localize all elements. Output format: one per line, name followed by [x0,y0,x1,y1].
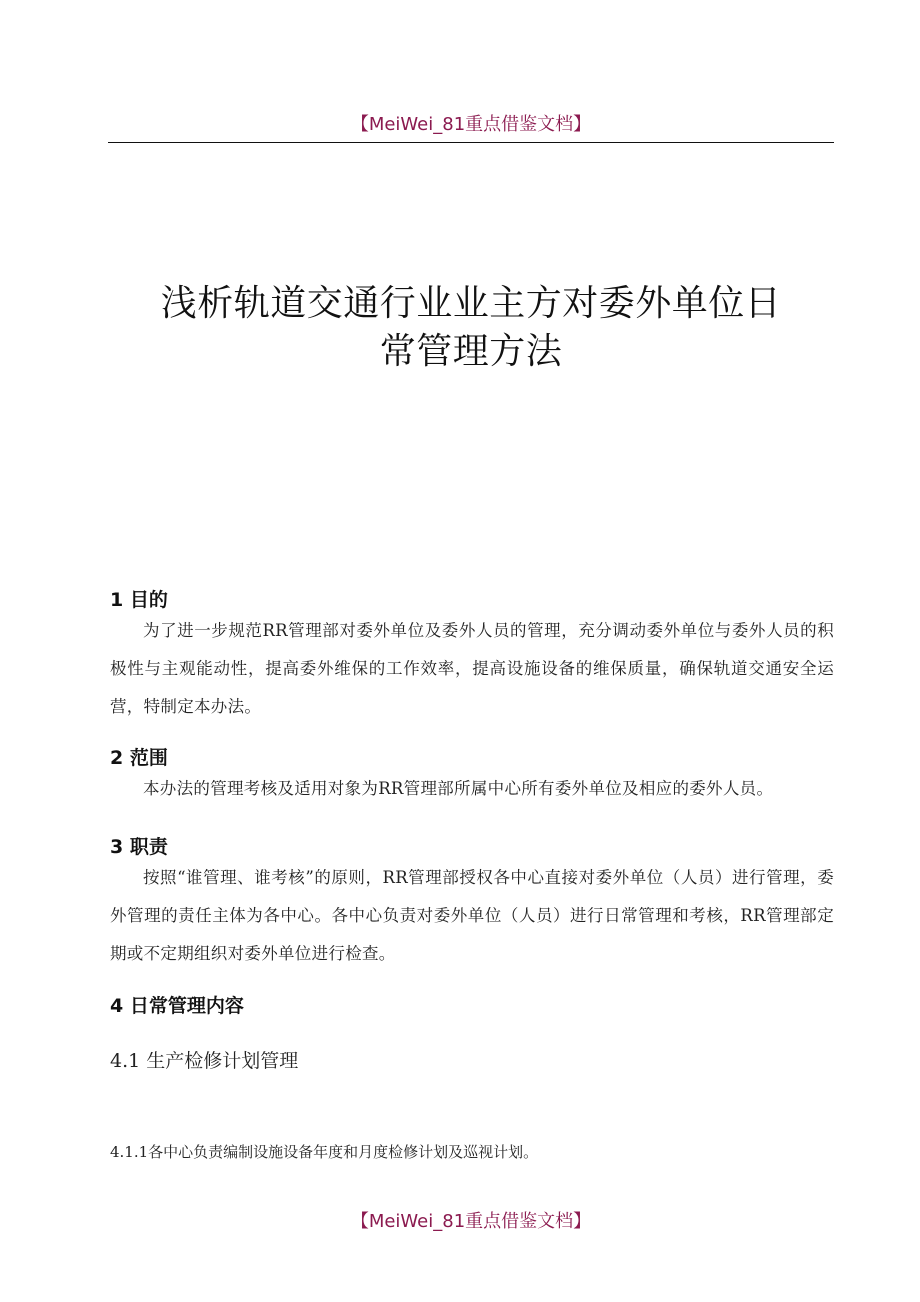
document-title [108,280,834,376]
section-heading-purpose: 1 目的 [110,589,168,611]
page-header-watermark: 【MeiWei_81重点借鉴文档】 [350,114,592,135]
header-divider [108,142,834,143]
section-heading-daily-management: 4 日常管理内容 [110,995,244,1017]
section-heading-responsibilities: 3 职责 [110,836,168,858]
title-line-2: 常管理方法 [379,331,563,372]
section-heading-scope: 2 范围 [110,747,168,769]
section-body-responsibilities: 按照“谁管理、谁考核”的原则，RR管理部授权各中心直接对委外单位（人员）进行管理，委外管理的责任主体为各中心。各中心负责对委外单位（人员）进行日常管理和考核，RR管理部定期或不定期组织对委外单位进行检查。 [110,868,834,963]
page-footer-watermark: 【MeiWei_81重点借鉴文档】 [350,1211,592,1232]
section-body-purpose: 为了进一步规范RR管理部对委外单位及委外人员的管理，充分调动委外单位与委外人员的积极性与主观能动性，提高委外维保的工作效率，提高设施设备的维保质量，确保轨道交通安全运营，特制定本办法。 [110,621,834,716]
section-body-scope: 本办法的管理考核及适用对象为RR管理部所属中心所有委外单位及相应的委外人员。 [143,779,774,798]
clause-4-1-1: 4.1.1各中心负责编制设施设备年度和月度检修计划及巡视计划。 [110,1143,539,1161]
title-line-1: 浅析轨道交通行业业主方对委外单位日 [160,283,782,324]
subsection-heading-maintenance-plan: 4.1 生产检修计划管理 [110,1050,299,1072]
